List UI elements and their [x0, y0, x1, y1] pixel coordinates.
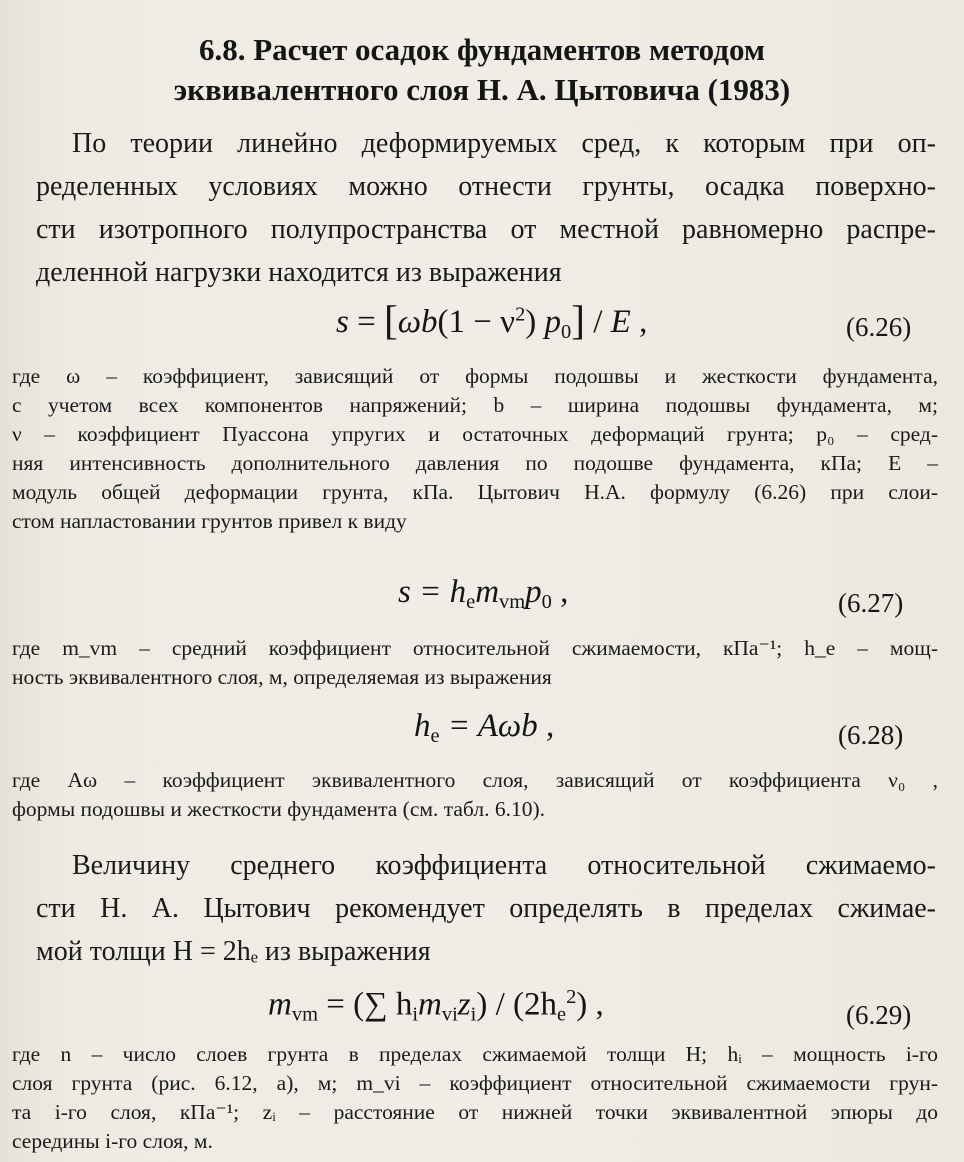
eq626-s: s [336, 303, 349, 340]
eq626-div: / [585, 303, 611, 340]
desc629-line-3: та i-го слоя, кПа⁻¹; zᵢ – расстояние от нижней точки эквивалентной эпюры до [12, 1100, 938, 1124]
intro-line-1: По теории линейно деформируемых сред, к которым при оп- [72, 128, 936, 159]
eq629-sum: = (∑ h [317, 986, 413, 1023]
equation-number-6-26: (6.26) [846, 312, 912, 342]
eq626-p: p [544, 303, 562, 340]
eq627-p: p [525, 574, 542, 610]
equation-6-26 [336, 296, 647, 344]
eq629-i1: i [412, 1003, 419, 1026]
desc628-line-1: где Aω – коэффициент эквивалентного слоя, зависящий от коэффициента ν₀ , [12, 768, 938, 792]
equation-number-6-29: (6.29) [846, 1000, 912, 1030]
eq629-i2: i [470, 1003, 477, 1026]
eq626-square: 2 [515, 303, 526, 326]
desc629-line-2: слоя грунта (рис. 6.12, a), м; m_vi – коэффициент относительной сжимаемости грун- [12, 1071, 938, 1095]
eq626-p-sub: 0 [561, 321, 572, 344]
eq629-z: z [457, 986, 471, 1023]
eq629-vi: vi [441, 1003, 458, 1026]
eq626-close-paren: ) [525, 303, 545, 340]
desc626-line-5: модуль общей деформации грунта, кПа. Цытович Н.А. формулу (6.26) при слои- [12, 480, 938, 504]
desc626-line-1: где ω – коэффициент, зависящий от формы подошвы и жесткости фундамента, [12, 364, 938, 388]
section-heading-line-2: эквивалентного слоя Н. А. Цытовича (1983) [173, 72, 791, 107]
eq629-div: ) / (2h [476, 986, 557, 1023]
eq629-e: e [556, 1003, 567, 1026]
eq627-m-sub: vm [499, 591, 526, 614]
desc629-line-4: середины i-го слоя, м. [12, 1129, 213, 1153]
eq629-m2: m [418, 986, 442, 1023]
intro-line-4: деленной нагрузки находится из выражения [36, 257, 562, 288]
eq626-open-bracket: [ [383, 297, 398, 343]
eq628-rhs: = Aωb [439, 708, 538, 744]
eq626-close-bracket: ] [571, 297, 585, 343]
eq627-h-sub: e [466, 591, 476, 614]
intro-line-3: сти изотропного полупространства от местной равномерно распре- [36, 214, 936, 245]
para2-line-1: Величину среднего коэффициента относительной сжимаемо- [72, 850, 936, 881]
eq629-m-sub: vm [291, 1003, 318, 1026]
equation-6-29 [268, 986, 604, 1026]
eq629-sq: 2 [566, 986, 577, 1008]
desc629-line-1: где n – число слоев грунта в пределах сжимаемой толщи H; hᵢ – мощность i-го [12, 1042, 938, 1066]
equation-number-6-27: (6.27) [838, 588, 904, 618]
eq627-p-sub: 0 [541, 591, 552, 614]
eq627-comma: , [551, 574, 569, 610]
intro-line-2: ределенных условиях можно отнести грунты, осадка поверхно- [36, 171, 936, 202]
desc626-line-2: с учетом всех компонентов напряжений; b – ширина подошвы фундамента, м; [12, 393, 938, 417]
desc627-line-1: где m_vm – средний коэффициент относительной сжимаемости, кПа⁻¹; h_e – мощ- [12, 636, 938, 660]
desc626-line-6: стом напластовании грунтов привел к виду [12, 509, 407, 533]
eq629-m: m [268, 986, 292, 1023]
eq626-paren: (1 − ν [437, 303, 516, 340]
eq627-m: m [475, 574, 500, 610]
para2-line-2: сти Н. А. Цытович рекомендует определять в пределах сжимае- [36, 893, 936, 924]
equation-6-27 [398, 574, 568, 614]
eq627-lhs: s = h [398, 574, 467, 610]
eq626-omega-b: ωb [397, 303, 438, 340]
section-heading-line-1: 6.8. Расчет осадок фундаментов методом [199, 32, 765, 67]
eq626-E: E [610, 303, 631, 340]
desc626-line-3: ν – коэффициент Пуассона упругих и остаточных деформаций грунта; p₀ – сред- [12, 422, 938, 446]
para2-line-3: мой толщи H = 2hₑ из выражения [36, 936, 431, 967]
desc627-line-2: ность эквивалентного слоя, м, определяемая из выражения [12, 665, 552, 689]
desc628-line-2: формы подошвы и жесткости фундамента (см. табл. 6.10). [12, 797, 545, 821]
equation-number-6-28: (6.28) [838, 720, 904, 750]
desc626-line-4: няя интенсивность дополнительного давления по подошве фундамента, кПа; E – [12, 451, 938, 475]
equation-6-28 [414, 708, 554, 748]
eq628-h: h [414, 708, 431, 744]
eq628-h-sub: e [430, 725, 440, 748]
eq629-close: ) , [576, 986, 604, 1023]
eq628-comma: , [537, 708, 555, 744]
eq626-equals: = [348, 303, 384, 340]
eq626-comma: , [630, 303, 648, 340]
